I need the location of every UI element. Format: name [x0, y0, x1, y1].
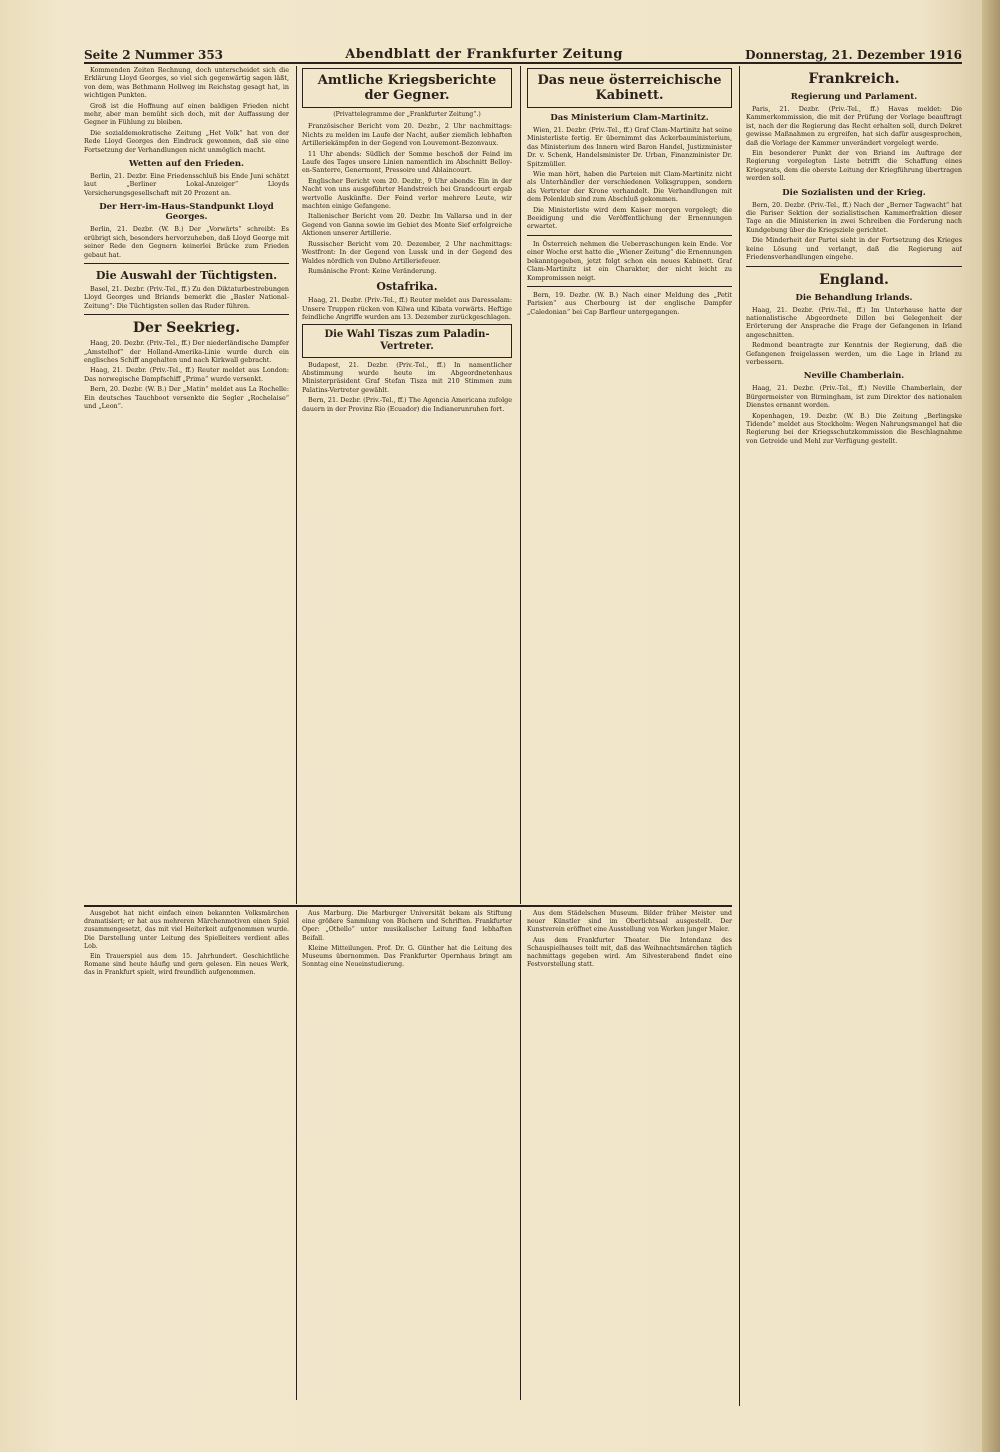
column-divider [520, 910, 521, 1400]
article-text: Wie man hört, haben die Parteien mit Clam-Martinitz nicht als Unterhändler der verschiedenen Volksgruppen, sondern als Vertreter der Krone verhandelt. Die Verhandlungen mit dem Polenklub sind zum Abschluß gekommen. [527, 170, 732, 204]
feuilleton-text: Ausgebot hat nicht einfach einen bekannten Volksmärchen dramatisiert; er hat aus mehreren Märchenmotiven einen Spiel zusammengesetzt, das mit viel Heiterkeit aufgenommen wurde. Die Darstellung unter Leitung des Spielleiters verdient alles Lob. [84, 910, 289, 950]
page-binding-edge [982, 0, 1000, 1452]
feuilleton-column-1 [84, 910, 289, 1400]
article-text: Bern, 21. Dezbr. (Priv.-Tel., ff.) The Agencia Americana zufolge dauern in der Provinz Rio (Ecuador) die Indianerunruhen fort. [302, 396, 512, 413]
masthead [84, 40, 962, 64]
headline-wetten: Wetten auf den Frieden. [129, 159, 244, 170]
headline-kriegsberichte: Amtliche Kriegsberichte der Gegner. [302, 68, 512, 108]
column-4 [746, 66, 962, 1406]
headline-frankreich: Frankreich. [808, 71, 900, 87]
divider [527, 235, 732, 236]
headline-tisza: Die Wahl Tiszas zum Paladin-Vertreter. [302, 324, 512, 358]
article-text: Budapest, 21. Dezbr. (Priv.-Tel., ff.) In namentlicher Abstimmung wurde heute im Abgeordnetenhaus Ministerpräsident Graf Stefan Tisza mit 210 Stimmen zum Palatins-Vertreter gewählt. [302, 360, 512, 394]
article-text: Redmond beantragte zur Kenntnis der Regierung, daß die Gefangenen freigelassen werden, um die Lage in Irland zu verbessern. [746, 341, 962, 366]
article-text: Basel, 21. Dezbr. (Priv.-Tel., ff.) Zu den Diktaturbestrebungen Lloyd Georges und Briands bemerkt die „Basler National-Zeitung“: Die Tüchtigsten sollen das Ruder führen. [84, 284, 289, 310]
article-text: Englischer Bericht vom 20. Dezbr., 9 Uhr abends: Ein in der Nacht von uns ausgeführter Handstreich bei Grandcourt ergab wertvolle Auskünfte. Der Feind verlor mehrere Leute, wir machten einige Gefangene. [302, 176, 512, 211]
feuilleton-text: Aus Marburg. Die Marburger Universität bekam als Stiftung eine größere Sammlung von Büchern und Schriften. Frankfurter Oper: „Othello“ unter musikalischer Leitung fand lebhaften Beifall. [302, 910, 512, 942]
feuilleton-text: Ein Trauerspiel aus dem 15. Jahrhundert. Geschichtliche Romane sind heute häufig und gern gelesen. Ein neues Werk, das in Frankfurt spielt, wird freundlich aufgenommen. [84, 953, 289, 977]
column-divider [520, 66, 521, 904]
article-text: Die Minderheit der Partei sieht in der Fortsetzung des Krieges keine Lösung und verlangt, daß die Regierung auf Friedensverhandlungen eingehe. [746, 236, 962, 262]
column-divider [296, 910, 297, 1400]
article-text: Wien, 21. Dezbr. (Priv.-Tel., ff.) Graf Clam-Martinitz hat seine Ministerliste fertig. Er übernimmt das Ackerbauministerium, das Ministerium des Innern wird Baron Handel, Justizminister Dr. v. Schenk, Handelsminister Dr. Urban, Finanzminister Dr. Spitzmüller. [527, 126, 732, 168]
page-number: Seite 2 Nummer 353 [84, 48, 224, 62]
headline-seekrieg: Der Seekrieg. [132, 320, 241, 337]
subheading: (Privattelegramme der „Frankfurter Zeitung“.) [333, 111, 481, 118]
headline-ministerium: Das Ministerium Clam-Martinitz. [550, 113, 709, 123]
headline-regierung: Regierung und Parlament. [790, 92, 918, 102]
headline-chamberlain: Neville Chamberlain. [803, 371, 905, 382]
article-text: 11 Uhr abends: Südlich der Somme beschoß der Feind im Laufe des Tages unsere Linien namentlich im Abschnitt Belloy-en-Santerre, Genermont, Pressoire und Ablaincourt. [302, 149, 512, 175]
divider [84, 263, 289, 264]
article-text: Haag, 21. Dezbr. (Priv.-Tel., ff.) Reuter meldet aus London: Das norwegische Dampfschiff „Prima“ wurde versenkt. [84, 366, 289, 383]
article-text: Ein besonderer Punkt der von Briand im Auftrage der Regierung vorgelegten Liste betrifft die Schaffung eines Kriegsrats, dem die oberste Leitung der Kriegführung übertragen werden soll. [746, 149, 962, 183]
article-text: Bern, 20. Dezbr. (W. B.) Der „Matin“ meldet aus La Rochelle: Ein deutsches Tauchboot versenkte die Segler „Rochelaise“ und „Leon“. [84, 385, 289, 410]
feuilleton-text: Aus dem Städelschen Museum. Bilder früher Meister und neuer Künstler sind im Oberlichtsaal ausgestellt. Der Kunstverein eröffnet eine Ausstellung von Werken junger Maler. [527, 910, 732, 934]
article-text: Die sozialdemokratische Zeitung „Het Volk“ hat von der Rede Lloyd Georges den Eindruck gewonnen, daß sie eine Fortsetzung der Verhandlungen nicht unmöglich macht. [84, 128, 289, 154]
article-text: Groß ist die Hoffnung auf einen baldigen Frieden nicht mehr, aber man bemüht sich doch, mit der Auffassung der Gegner in Fühlung zu bleiben. [84, 101, 289, 127]
headline-standpunkt: Der Herr-im-Haus-Standpunkt Lloyd Georges. [99, 202, 274, 223]
column-1 [84, 66, 289, 901]
article-text: Die Ministerliste wird dem Kaiser morgen vorgelegt; die Beeidigung und die Veröffentlichung der Ernennungen erwartet. [527, 205, 732, 231]
feuilleton-text: Aus dem Frankfurter Theater. Die Intendanz des Schauspielhauses teilt mit, daß das Weihnachtsmärchen täglich nachmittags gegeben wird. Am Silvesterabend findet eine Festvorstellung statt. [527, 936, 732, 969]
article-text: Haag, 21. Dezbr. (Priv.-Tel., ff.) Im Unterhause hatte der nationalistische Abgeordnete Dillon bei Gelegenheit der Erörterung der Ansprache die Frage der Gefangenen in Irland angeschnitten. [746, 305, 962, 339]
headline-auswahl: Die Auswahl der Tüchtigsten. [95, 268, 278, 282]
divider [746, 266, 962, 267]
article-text: Rumänische Front: Keine Veränderung. [308, 266, 437, 275]
headline-england: England. [819, 271, 889, 288]
article-text: In Österreich nehmen die Ueberraschungen kein Ende. Vor einer Woche erst hatte die „Wiener Zeitung“ die Ernennungen bekanntgegeben, jetzt folgt schon ein neues Kabinett. Graf Clam-Martinitz ist ein Charakter, der nicht leicht zu Kompromissen neigt. [527, 239, 732, 282]
article-text: Italienischer Bericht vom 20. Dezbr. Im Vallarsa und in der Gegend von Ganna sowie im Gebiet des Monte Sief erfolgreiche Aktionen unserer Artillerie. [302, 212, 512, 238]
article-text: Bern, 20. Dezbr. (Priv.-Tel., ff.) Nach der „Berner Tagwacht“ hat die Pariser Sektion der sozialistischen Kammerfraktion dieser Tage an die Ministerien in zwei Schreiben die Forderung nach Kundgebung über die Kriegsziele gerichtet. [746, 200, 962, 234]
feuilleton-divider [84, 905, 732, 907]
divider [84, 314, 289, 315]
divider [527, 286, 732, 287]
feuilleton-column-2 [302, 910, 512, 1400]
issue-date: Donnerstag, 21. Dezember 1916 [745, 48, 962, 62]
column-divider [739, 66, 740, 1406]
article-text: Bern, 19. Dezbr. (W. B.) Nach einer Meldung des „Petit Parisien“ aus Cherbourg ist der englische Dampfer „Caledonian“ bei Cap Barfleur untergegangen. [527, 290, 732, 316]
column-3 [527, 66, 732, 901]
article-text: Haag, 20. Dezbr. (Priv.-Tel., ff.) Der niederländische Dampfer „Amstelhof“ der Holland-Amerika-Linie wurde durch ein englisches Schiff angehalten und nach Kirkwall gebracht. [84, 339, 289, 364]
feuilleton-text: Kleine Mitteilungen. Prof. Dr. G. Günther hat die Leitung des Museums übernommen. Das Frankfurter Opernhaus bringt am Sonntag eine Neueinstudierung. [302, 944, 512, 969]
article-text: Paris, 21. Dezbr. (Priv.-Tel., ff.) Havas meldet: Die Kammerkommission, die mit der Prüfung der Vorlage beauftragt ist, nach der die Regierung das Recht erhalten soll, durch Dekret gewisse Maßnahmen zu ergreifen, hat sich dafür ausgesprochen, daß die Vorlage der Kammer unverändert vorgelegt werde. [746, 105, 962, 147]
article-text: Russischer Bericht vom 20. Dezember, 2 Uhr nachmittags: Westfront: In der Gegend von Lussk und in der Gegend des Waldes nördlich von Dubno Artilleriefeuer. [302, 239, 512, 265]
article-text: Berlin, 21. Dezbr. (W. B.) Der „Vorwärts“ schreibt: Es erübrigt sich, besonders hervorzuheben, daß Lloyd George mit seiner Rede den Gegnern keinerlei Brücke zum Frieden gebaut hat. [84, 225, 289, 259]
article-text: Französischer Bericht vom 20. Dezbr., 2 Uhr nachmittags: Nichts zu melden im Laufe der Nacht, außer ziemlich lebhaften Artilleriekämpfen in der Gegend von Louvemont-Bezonvaux. [302, 122, 512, 148]
newspaper-title: Abendblatt der Frankfurter Zeitung [345, 47, 623, 62]
column-2 [302, 66, 512, 901]
article-text: Kopenhagen, 19. Dezbr. (W. B.) Die Zeitung „Berlingske Tidende“ meldet aus Stockholm: Wegen Nahrungsmangel hat die Regierung bei der Kriegsschutzkommission die Beschlagnahme von Getreide und Mehl zur Verfügung gestellt. [746, 411, 962, 445]
column-divider [296, 66, 297, 904]
article-text: Haag, 21. Dezbr. (Priv.-Tel., ff.) Reuter meldet aus Daressalam: Unsere Truppen rücken von Kilwa und Kibata vorwärts. Heftige feindliche Angriffe wurden am 13. Dezember zurückgeschlagen. [302, 296, 512, 322]
headline-ostafrika: Ostafrika. [376, 280, 438, 294]
headline-sozialisten: Die Sozialisten und der Krieg. [782, 187, 926, 198]
article-text: Haag, 21. Dezbr. (Priv.-Tel., ff.) Neville Chamberlain, der Bürgermeister von Birmingham, ist zum Direktor des nationalen Dienstes ernannt worden. [746, 384, 962, 410]
article-text: Kommenden Zeiten Rechnung, doch unterscheidet sich die Erklärung Lloyd Georges, so viel sich gegenwärtig sagen läßt, von dem, was Bethmann Hollweg im Reichstag gesagt hat, in wichtigen Punkten. [84, 66, 289, 100]
headline-kabinett: Das neue österreichische Kabinett. [527, 68, 732, 108]
article-text: Berlin, 21. Dezbr. Eine Friedensschluß bis Ende Juni schätzt laut „Berliner Lokal-Anzeiger“ Lloyds Versicherungsgesellschaft mit 20 Prozent an. [84, 172, 289, 197]
feuilleton-column-3 [527, 910, 732, 1400]
headline-irland: Die Behandlung Irlands. [795, 292, 913, 303]
